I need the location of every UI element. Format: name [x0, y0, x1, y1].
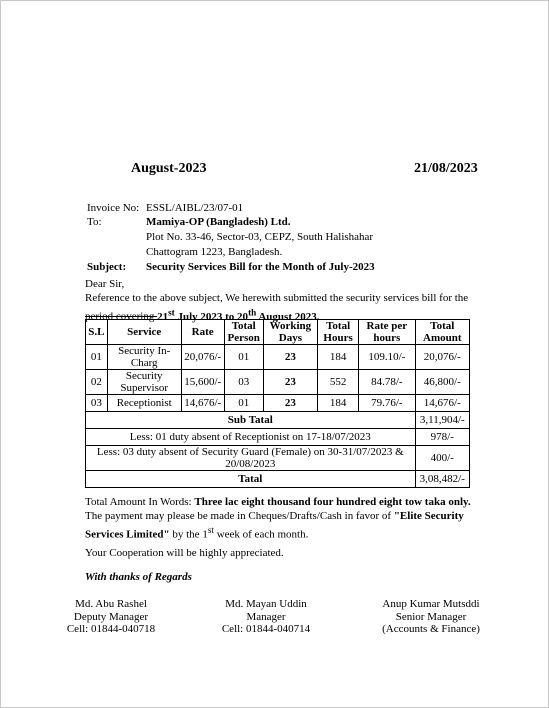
row-hours: 552: [318, 370, 359, 395]
invoice-no-label: Invoice No:: [87, 202, 140, 214]
row-service-l2: Supervisor: [120, 382, 169, 394]
row-sl: 02: [86, 370, 108, 395]
subject-text: Security Services Bill for the Month of July-2023: [146, 261, 375, 273]
col-header-working-days-l2: Days: [278, 332, 302, 344]
row-service: Receptionist: [107, 395, 181, 412]
to-label: To:: [87, 216, 102, 228]
reference-line1: Reference to the above subject, We herewith submitted the security services bill for the: [85, 292, 469, 304]
invoice-no: ESSL/AIBL/23/07-01: [146, 202, 244, 214]
signatory-department: (Accounts & Finance): [382, 623, 480, 635]
bill-table: [85, 319, 470, 488]
row-rate-per-hour: 84.78/-: [359, 370, 415, 395]
signatory-3: [376, 598, 486, 636]
payment-instruction: The payment may please be made in Cheques/Drafts/Cash in favor of: [85, 510, 394, 522]
table-row: [86, 370, 470, 395]
signatory-title: Deputy Manager: [73, 610, 149, 623]
signatory-contact: Cell: 01844-040714: [221, 623, 311, 635]
col-header-rate: Rate: [181, 320, 224, 345]
subtotal-label: Sub Tatal: [86, 412, 416, 429]
payment-line2: [85, 523, 308, 542]
col-header-total-person-l1: Total: [231, 320, 256, 332]
reference-period-prefix: period covering: [85, 310, 158, 323]
signatory-1: [61, 598, 161, 636]
period-start-day: 21: [157, 310, 169, 323]
row-amount: 20,076/-: [415, 345, 469, 370]
less2-amount: 400/-: [415, 446, 469, 471]
recipient-address-line1: Plot No. 33-46, Sector-03, CEPZ, South Halishahar: [146, 231, 374, 243]
signatory-contact: Cell: 01844-040718: [66, 623, 156, 635]
col-header-total-hours-l1: Total: [326, 320, 351, 332]
row-service: [107, 345, 181, 370]
closing-regards: With thanks of Regards: [85, 571, 192, 583]
col-header-total-person: [224, 320, 263, 345]
bill-date: 21/08/2023: [414, 161, 478, 176]
recipient-address-line2: Chattogram 1223, Bangladesh.: [146, 246, 283, 258]
total-amount: 3,08,482/-: [415, 471, 469, 488]
total-row: [86, 471, 470, 488]
bill-month: August-2023: [131, 161, 207, 176]
amount-in-words: [85, 495, 471, 509]
col-header-total-hours-l2: Hours: [323, 332, 353, 344]
signatory-name: Anup Kumar Mutsddi: [382, 598, 480, 610]
row-days: 23: [263, 395, 317, 412]
row-service-l2: Charg: [130, 357, 158, 369]
row-hours: 184: [318, 345, 359, 370]
period-end: August 2023: [256, 310, 317, 323]
row-persons: 03: [224, 370, 263, 395]
payment-line1: [85, 509, 464, 523]
row-amount: 14,676/-: [415, 395, 469, 412]
row-rate-per-hour: 79.76/-: [359, 395, 415, 412]
row-rate: 20,076/-: [181, 345, 224, 370]
amount-in-words-value: Three lac eight thousand four hundred eight tow taka only.: [194, 496, 471, 508]
period-start-suffix: st: [168, 307, 175, 317]
payment-due-prefix: by the 1: [169, 528, 208, 541]
period-middle: July 2023 to 20: [174, 310, 249, 323]
col-header-total-amount: [415, 320, 469, 345]
signatory-name: Md. Abu Rashel: [75, 598, 147, 610]
payment-due-suffix: st: [207, 525, 214, 535]
salutation: Dear Sir,: [85, 278, 125, 290]
subtotal-row: [86, 412, 470, 429]
subject-label: Subject:: [87, 261, 127, 273]
row-rate: 15,600/-: [181, 370, 224, 395]
col-header-working-days-l1: Working: [269, 320, 312, 332]
row-sl: 03: [86, 395, 108, 412]
row-days: 23: [263, 345, 317, 370]
signatory-2: [216, 598, 316, 636]
payee-name-part1: "Elite Security: [393, 510, 464, 522]
less1-amount: 978/-: [415, 429, 469, 446]
less-row-1: [86, 429, 470, 446]
reference-period-dot: .: [316, 310, 320, 323]
row-persons: 01: [224, 345, 263, 370]
less2-label-l1: Less: 03 duty absent of Security Guard (Female) on 30-31/07/2023 &: [96, 446, 404, 458]
col-header-service: Service: [107, 320, 181, 345]
col-header-total-amount-l2: Amount: [423, 332, 462, 344]
less1-label: Less: 01 duty absent of Receptionist on 17-18/07/2023: [86, 429, 416, 446]
row-days: 23: [263, 370, 317, 395]
less-row-2: [86, 446, 470, 471]
period-end-suffix: th: [248, 307, 257, 317]
payee-name-part2: Services Limited": [85, 528, 170, 541]
row-service-l1: Security In-: [118, 345, 171, 357]
signatory-title: Senior Manager: [395, 610, 467, 623]
table-row: [86, 395, 470, 412]
row-service: [107, 370, 181, 395]
row-rate-per-hour: 109.10/-: [359, 345, 415, 370]
signatory-title: Manager: [246, 610, 286, 623]
less2-label: [86, 446, 416, 471]
amount-in-words-label: Total Amount In Words:: [85, 496, 195, 508]
row-hours: 184: [318, 395, 359, 412]
row-rate: 14,676/-: [181, 395, 224, 412]
col-header-total-person-l2: Person: [227, 332, 260, 344]
total-label: Tatal: [86, 471, 416, 488]
signatory-name: Md. Mayan Uddin: [225, 598, 307, 610]
less2-label-l2: 20/08/2023: [225, 458, 276, 470]
row-amount: 46,800/-: [415, 370, 469, 395]
row-persons: 01: [224, 395, 263, 412]
col-header-total-hours: [318, 320, 359, 345]
payment-due-rest: week of each month.: [213, 528, 309, 541]
row-service-l1: Security: [125, 370, 163, 382]
col-header-working-days: [263, 320, 317, 345]
recipient-company: Mamiya-OP (Bangladesh) Ltd.: [146, 216, 291, 228]
row-sl: 01: [86, 345, 108, 370]
col-header-sl: S.L: [86, 320, 108, 345]
col-header-rate-per-hours: [359, 320, 415, 345]
subtotal-amount: 3,11,904/-: [415, 412, 469, 429]
table-header-row: [86, 320, 470, 345]
table-row: [86, 345, 470, 370]
col-header-rate-per-hours-l1: Rate per: [366, 320, 408, 332]
col-header-total-amount-l1: Total: [430, 320, 455, 332]
col-header-rate-per-hours-l2: hours: [373, 332, 401, 344]
cooperation-note: Your Cooperation will be highly appreciated.: [85, 547, 284, 559]
